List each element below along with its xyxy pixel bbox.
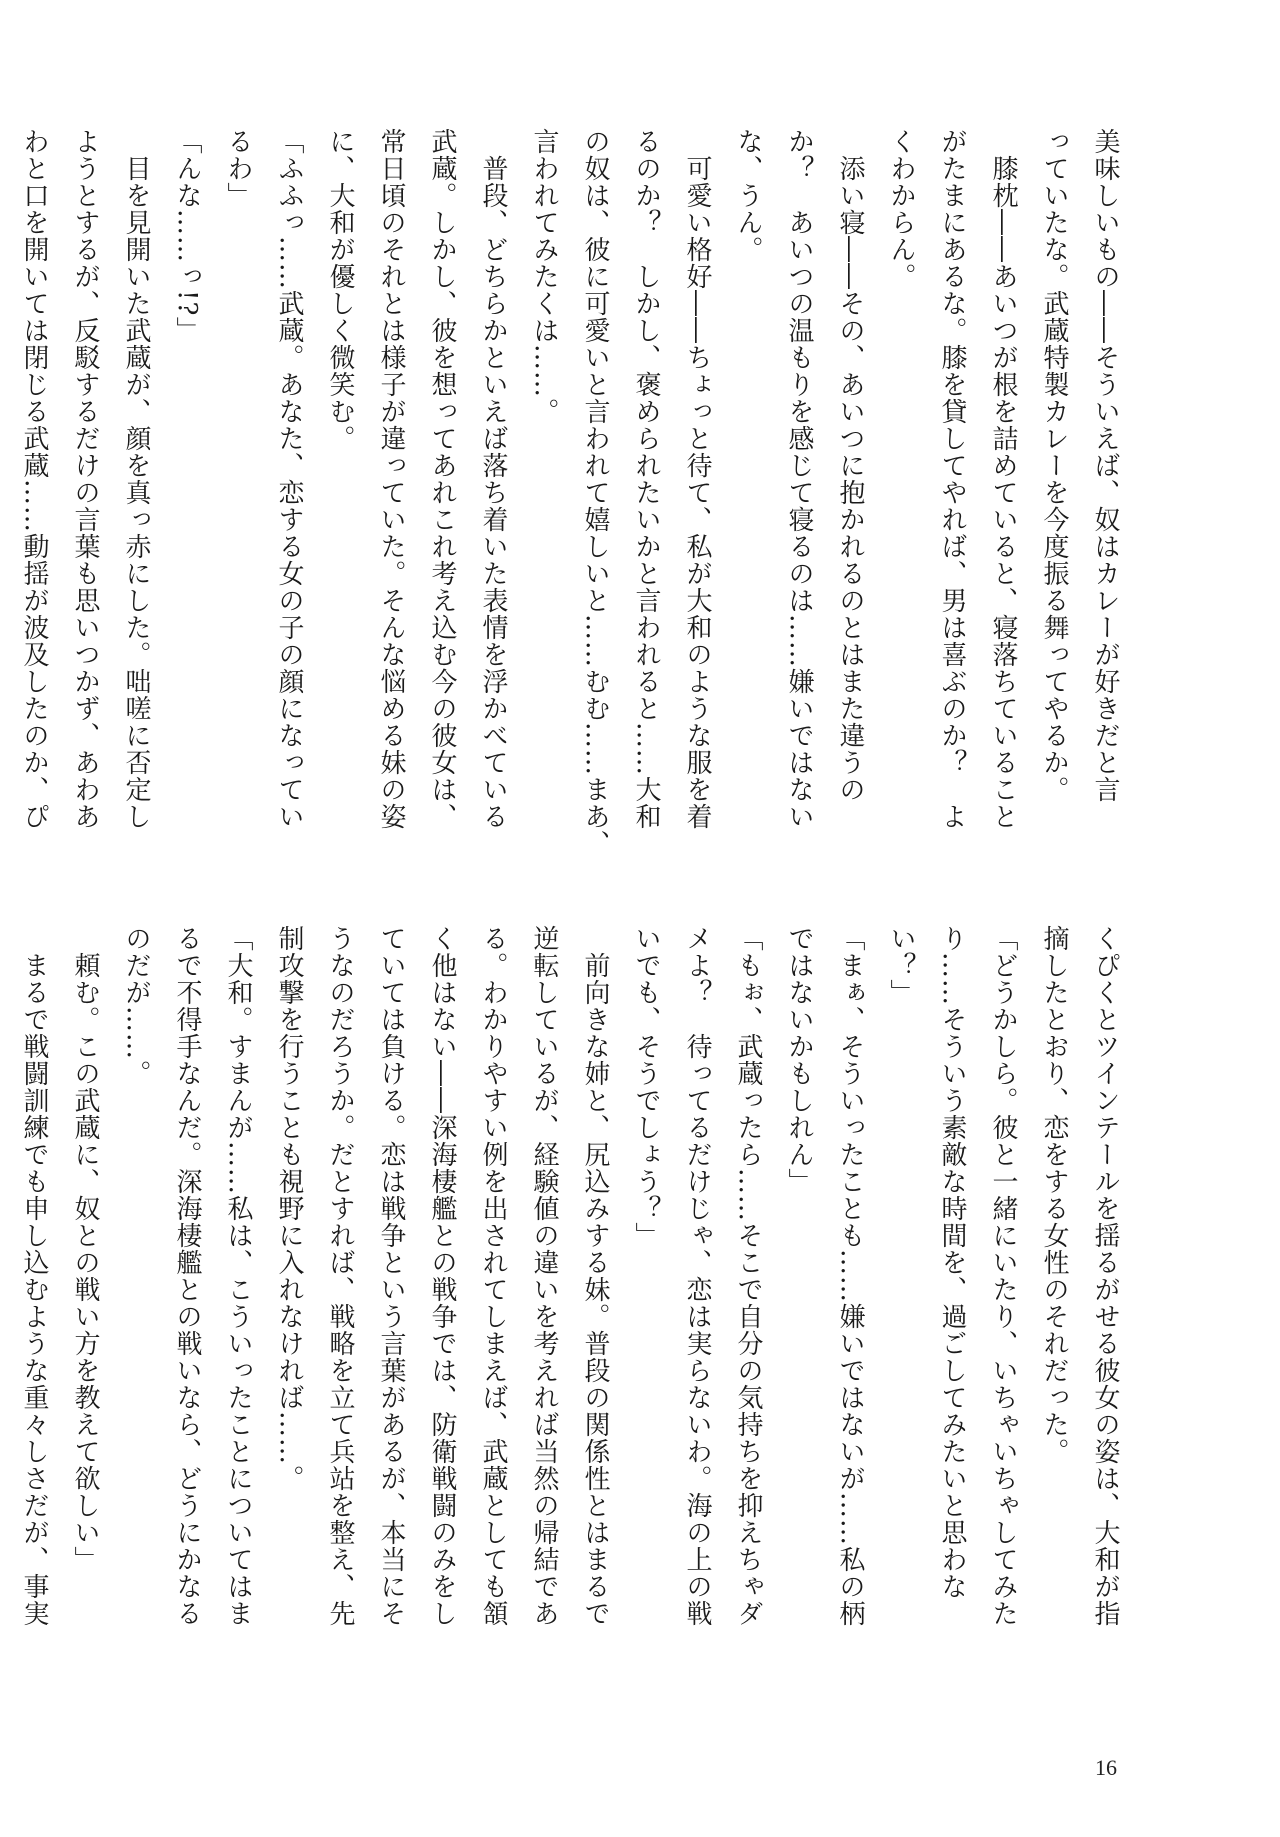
text-line: い？」 [886, 925, 916, 1006]
text-line: 普段、どちらかといえば落ち着いた表情を浮かべている [478, 128, 508, 830]
text-line: っていたな。武蔵特製カレーを今度振る舞ってやるか。 [1039, 128, 1069, 803]
text-line: に、大和が優しく微笑む。 [325, 128, 355, 452]
page-number: 16 [1095, 1755, 1117, 1780]
text-line: くぴくとツインテールを揺るがせる彼女の姿は、大和が指 [1090, 925, 1120, 1627]
text-line: うなのだろうか。だとすれば、戦略を立て兵站を整え、先 [325, 925, 355, 1627]
text-line: るのか？ しかし、褒められたいかと言われると……大和 [631, 128, 661, 830]
text-line: 逆転しているが、経験値の違いを考えれば当然の帰結であ [529, 925, 559, 1627]
text-line: 「まぁ、そういったことも……嫌いではないが……私の柄 [835, 925, 865, 1627]
text-line: り……そういう素敵な時間を、過ごしてみたいと思わな [937, 925, 967, 1600]
text-line: がたまにあるな。膝を貸してやれば、男は喜ぶのか？ よ [937, 128, 967, 830]
lower-text-block [19, 925, 1130, 1655]
text-line: 制攻撃を行うことも視野に入れなければ……。 [274, 925, 304, 1492]
text-line: 可愛い格好――ちょっと待て、私が大和のような服を着 [682, 128, 712, 830]
text-line: 「ふふっ……武蔵。あなた、恋する女の子の顔になってい [274, 128, 304, 830]
text-line: く他はない――深海棲艦との戦争では、防衛戦闘のみをし [427, 925, 457, 1627]
text-line: るで不得手なんだ。深海棲艦との戦いなら、どうにかなる [172, 925, 202, 1627]
text-line: まるで戦闘訓練でも申し込むような重々しさだが、事実 [19, 925, 49, 1627]
text-line: 武蔵。しかし、彼を想ってあれこれ考え込む今の彼女は、 [427, 128, 457, 830]
text-line: 膝枕――あいつが根を詰めていると、寝落ちていること [988, 128, 1018, 830]
text-line: の奴は、彼に可愛いと言われて嬉しいと……むむ……まあ、 [580, 128, 610, 857]
text-line: 常日頃のそれとは様子が違っていた。そんな悩める妹の姿 [376, 128, 406, 830]
text-line: ていては負ける。恋は戦争という言葉があるが、本当にそ [376, 925, 406, 1627]
text-line: る。わかりやすい例を出されてしまえば、武蔵としても頷 [478, 925, 508, 1627]
text-line: 添い寝――その、あいつに抱かれるのとはまた違うの [835, 128, 865, 803]
text-line: 「んな……っ!?」 [172, 128, 202, 344]
text-line: 目を見開いた武蔵が、顔を真っ赤にした。咄嗟に否定し [121, 128, 151, 830]
text-line: か？ あいつの温もりを感じて寝るのは……嫌いではない [784, 128, 814, 830]
text-line: ようとするが、反駁するだけの言葉も思いつかず、あわあ [70, 128, 100, 830]
text-line: 美味しいもの――そういえば、奴はカレーが好きだと言 [1090, 128, 1120, 803]
text-line: わと口を開いては閉じる武蔵……動揺が波及したのか、ぴ [19, 128, 49, 830]
text-line: 前向きな姉と、尻込みする妹。普段の関係性とはまるで [580, 925, 610, 1627]
text-line: くわからん。 [886, 128, 916, 290]
text-line: 「もぉ、武蔵ったら……そこで自分の気持ちを抑えちゃダ [733, 925, 763, 1627]
text-line: いでも、そうでしょう？」 [631, 925, 661, 1249]
text-line: 言われてみたくは……。 [529, 128, 559, 425]
text-line: な、うん。 [733, 128, 763, 263]
text-line: ではないかもしれん」 [784, 925, 814, 1195]
text-line: 「どうかしら。彼と一緒にいたり、いちゃいちゃしてみた [988, 925, 1018, 1627]
text-line: メよ？ 待ってるだけじゃ、恋は実らないわ。海の上の戦 [682, 925, 712, 1627]
upper-text-block [19, 128, 1130, 868]
text-line: るわ」 [223, 128, 253, 209]
text-line: 摘したとおり、恋をする女性のそれだった。 [1039, 925, 1069, 1465]
text-line: 「大和。すまんが……私は、こういったことについてはま [223, 925, 253, 1627]
text-line: 頼む。この武蔵に、奴との戦い方を教えて欲しい」 [70, 925, 100, 1573]
text-line: のだが……。 [121, 925, 151, 1087]
